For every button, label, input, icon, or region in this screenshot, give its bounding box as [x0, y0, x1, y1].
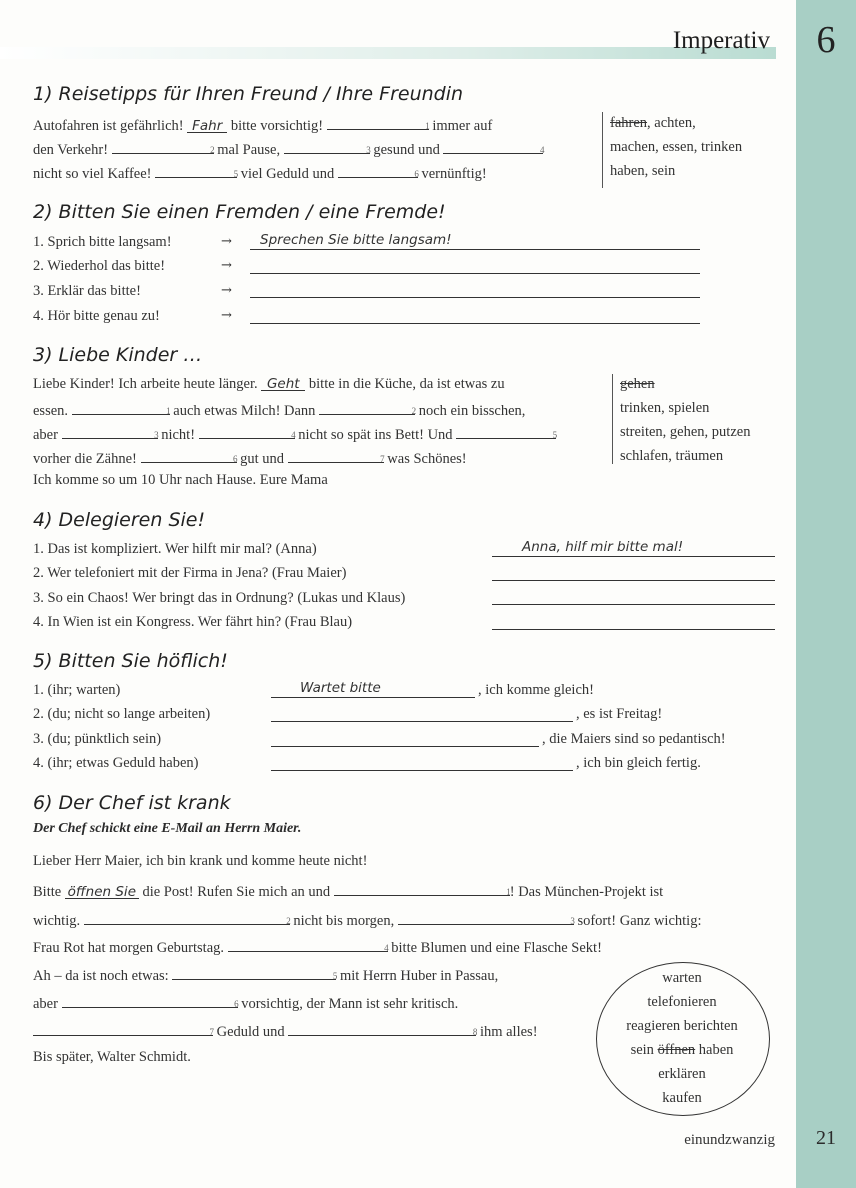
section-3-title: 3) Liebe Kinder … — [33, 344, 203, 366]
s5-answer-example: Wartet bitte — [300, 680, 381, 696]
s4-answer-line-2[interactable] — [492, 580, 775, 581]
s4-answer-line-3[interactable] — [492, 604, 775, 605]
s5-end-4: , ich bin gleich fertig. — [576, 755, 701, 771]
s1-blank-1[interactable]: 1 — [327, 115, 429, 130]
section-6-subtitle: Der Chef schickt eine E-Mail an Herrn Maier. — [33, 821, 302, 836]
s6-blank-1[interactable]: 1 — [334, 881, 510, 896]
s3-blank-4[interactable]: 4 — [199, 424, 295, 439]
s6-line-5: Ah – da ist noch etwas: 5 mit Herrn Huber in Passau, — [33, 965, 498, 985]
s4-item-3: 3. So ein Chaos! Wer bringt das in Ordnung? (Lukas und Klaus) — [33, 590, 406, 606]
s1-line-1: Autofahren ist gefährlich! Fahr bitte vorsichtig! 1 immer auf — [33, 115, 492, 135]
section-6-title: 6) Der Chef ist krank — [33, 792, 231, 814]
section-4-title: 4) Delegieren Sie! — [33, 509, 206, 531]
s6-line-4: Frau Rot hat morgen Geburtstag. 4 bitte Blumen und eine Flasche Sekt! — [33, 937, 602, 957]
page-title: Imperativ — [672, 27, 770, 54]
s5-end-3: , die Maiers sind so pedantisch! — [542, 731, 726, 747]
s3-blank-6[interactable]: 6 — [141, 448, 237, 463]
s4-item-4: 4. In Wien ist ein Kongress. Wer fährt hin? (Frau Blau) — [33, 614, 353, 630]
s6-line-2: Bitte öffnen Sie die Post! Rufen Sie mich an und 1 ! Das München-Projekt ist — [33, 881, 663, 901]
s6-blank-4[interactable]: 4 — [228, 937, 388, 952]
s5-end-1: , ich komme gleich! — [478, 682, 594, 698]
s5-answer-line-4[interactable] — [271, 770, 573, 771]
circle-word-6: kaufen — [662, 1090, 702, 1106]
s4-item-2: 2. Wer telefoniert mit der Firma in Jena? (Frau Maier) — [33, 565, 347, 581]
s6-line-8: Bis später, Walter Schmidt. — [33, 1049, 191, 1065]
s1-blank-6[interactable]: 6 — [338, 163, 418, 178]
s1-wordbox: fahren, achten, machen, essen, trinken haben, sein — [610, 115, 743, 179]
circle-word-3: reagieren berichten — [626, 1018, 738, 1034]
s1-blank-4[interactable]: 4 — [443, 139, 543, 154]
s5-answer-line-2[interactable] — [271, 721, 573, 722]
s1-blank-2[interactable]: 2 — [112, 139, 214, 154]
s5-item-2: 2. (du; nicht so lange arbeiten) — [33, 706, 211, 722]
s2-item-4: 4. Hör bitte genau zu! — [33, 308, 160, 324]
s1-blank-5[interactable]: 5 — [155, 163, 237, 178]
section-5-title: 5) Bitten Sie höflich! — [33, 650, 228, 672]
s3-answer-example: Geht — [261, 376, 305, 391]
s3-line-2: essen. 1 auch etwas Milch! Dann 2 noch ein bisschen, — [33, 400, 525, 420]
s6-blank-5[interactable]: 5 — [172, 965, 336, 980]
s3-wordbox-border — [612, 374, 613, 464]
circle-word-2: telefonieren — [647, 994, 717, 1010]
s3-blank-1[interactable]: 1 — [72, 400, 170, 415]
s3-line-5: Ich komme so um 10 Uhr nach Hause. Eure Mama — [33, 472, 328, 488]
s4-item-1: 1. Das ist kompliziert. Wer hilft mir mal? (Anna) — [33, 541, 317, 557]
s5-item-1: 1. (ihr; warten) — [33, 682, 121, 698]
s2-answer-example: Sprechen Sie bitte langsam! — [260, 232, 452, 248]
s5-answer-line-3[interactable] — [271, 746, 539, 747]
s5-end-2: , es ist Freitag! — [576, 706, 663, 722]
page-number: 21 — [816, 1127, 836, 1149]
s6-answer-example: öffnen Sie — [65, 884, 139, 899]
section-1-title: 1) Reisetipps für Ihren Freund / Ihre Freundin — [33, 83, 464, 105]
section-2-title: 2) Bitten Sie einen Fremden / eine Fremde! — [33, 201, 446, 223]
s5-item-4: 4. (ihr; etwas Geduld haben) — [33, 755, 199, 771]
s1-blank-3[interactable]: 3 — [284, 139, 370, 154]
s6-blank-2[interactable]: 2 — [84, 910, 290, 925]
arrow-icon: → — [221, 258, 232, 273]
s2-item-3: 3. Erklär das bitte! — [33, 283, 141, 299]
s4-answer-example: Anna, hilf mir bitte mal! — [522, 539, 684, 555]
s6-line-6: aber 6 vorsichtig, der Mann ist sehr kritisch. — [33, 993, 458, 1013]
s2-answer-line-2[interactable] — [250, 273, 700, 274]
s3-blank-2[interactable]: 2 — [319, 400, 415, 415]
s1-wordbox-border — [602, 112, 603, 188]
s3-blank-5[interactable]: 5 — [456, 424, 556, 439]
s3-blank-3[interactable]: 3 — [62, 424, 158, 439]
s1-line-2: den Verkehr! 2 mal Pause, 3 gesund und 4 — [33, 139, 543, 159]
s4-answer-line-1[interactable] — [492, 556, 775, 557]
arrow-icon: → — [221, 308, 232, 323]
s2-item-1: 1. Sprich bitte langsam! — [33, 234, 172, 250]
s3-wordbox: gehen trinken, spielen streiten, gehen, putzen schlafen, träumen — [620, 376, 751, 464]
page-number-word: einundzwanzig — [684, 1132, 775, 1148]
s6-blank-6[interactable]: 6 — [62, 993, 238, 1008]
s4-answer-line-4[interactable] — [492, 629, 775, 630]
s2-item-2: 2. Wiederhol das bitte! — [33, 258, 166, 274]
s6-blank-3[interactable]: 3 — [398, 910, 574, 925]
s6-blank-7[interactable]: 7 — [33, 1021, 213, 1036]
s3-line-3: aber 3 nicht! 4 nicht so spät ins Bett! Und 5 — [33, 424, 556, 444]
circle-word-5: erklären — [658, 1066, 706, 1082]
s2-answer-line-1[interactable] — [250, 249, 700, 250]
arrow-icon: → — [221, 234, 232, 249]
side-tab — [796, 0, 856, 1188]
s3-line-1: Liebe Kinder! Ich arbeite heute länger. Geht bitte in die Küche, da ist etwas zu — [33, 376, 505, 392]
s2-answer-line-3[interactable] — [250, 297, 700, 298]
s2-answer-line-4[interactable] — [250, 323, 700, 324]
circle-word-1: warten — [662, 970, 702, 986]
s5-item-3: 3. (du; pünktlich sein) — [33, 731, 162, 747]
s1-line-3: nicht so viel Kaffee! 5 viel Geduld und 6 vernünftig! — [33, 163, 487, 183]
s1-answer-example: Fahr — [187, 118, 227, 133]
s5-answer-line-1[interactable] — [271, 697, 475, 698]
arrow-icon: → — [221, 283, 232, 298]
s6-blank-8[interactable]: 8 — [288, 1021, 476, 1036]
s6-line-7: 7 Geduld und 8 ihm alles! — [33, 1021, 538, 1041]
s3-line-4: vorher die Zähne! 6 gut und 7 was Schönes! — [33, 448, 467, 468]
circle-word-4: sein öffnen haben — [630, 1042, 734, 1058]
s6-line-3: wichtig. 2 nicht bis morgen, 3 sofort! Ganz wichtig: — [33, 910, 701, 930]
s3-blank-7[interactable]: 7 — [288, 448, 384, 463]
s6-line-1: Lieber Herr Maier, ich bin krank und komme heute nicht! — [33, 853, 368, 869]
chapter-number: 6 — [816, 19, 836, 61]
